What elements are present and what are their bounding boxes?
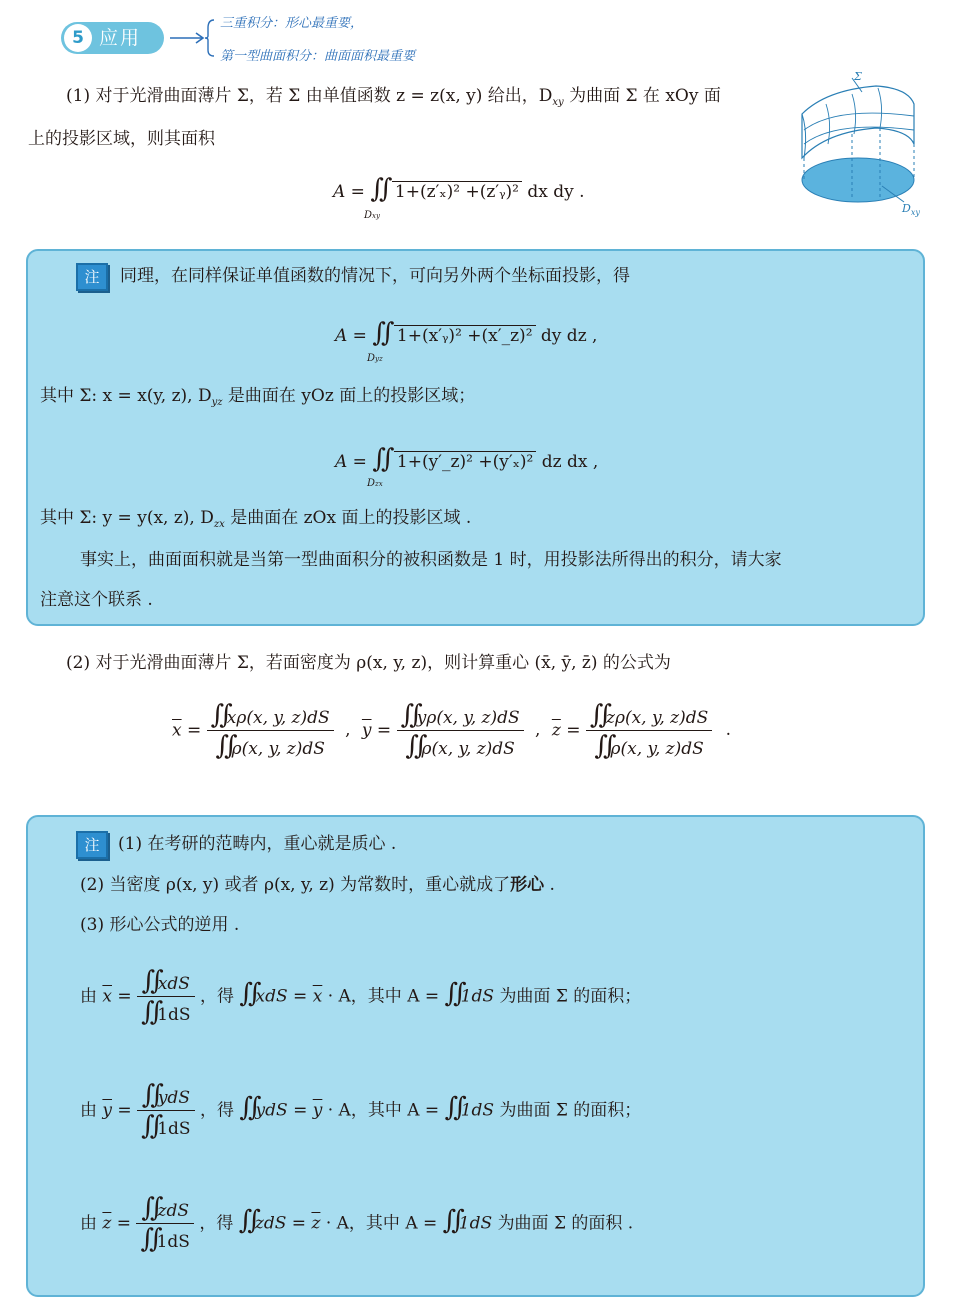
z-bar-fraction: $\frac{∬z\rho(x, y, z)dS}{∬\rho(x, y, z)dS}$ [586,702,712,760]
note1-text3: 其中 Σ: y = y(x, z), $D_{zx}$ 是曲面在 zOx 面上的投影区域 . [40,508,472,530]
centroid-formulas: $\overline{x}$ = $\frac{∬x\rho(x, y, z)dS}{∬\rho(x, y, z)dS}$ , $\overline{y}$ = $\frac{∬y\rho(x, y, z)dS}{∬\rho(x, y, z)dS}$ , $\overline{z}$ = $\frac{∬z\rho(x, y, z)dS}{∬\rho(x, y, z)dS}$ . [172,700,732,762]
note-tag-2: 注 [76,831,108,859]
area-formula-domain: Dxy [364,210,380,221]
section1-line2: 上的投影区域，则其面积 [28,129,215,149]
note1-intro: 同理，在同样保证单值函数的情况下，可向另外两个坐标面投影，得 [120,266,630,286]
x-bar: $\overline{x}$ [172,720,182,741]
note-tag-1: 注 [76,263,108,291]
note2-item1: (1) 在考研的范畴内，重心就是质心 . [118,834,397,854]
y-bar-fraction: $\frac{∬y\rho(x, y, z)dS}{∬\rho(x, y, z)dS}$ [397,702,524,760]
surface-projection-figure [796,70,936,230]
note2-item2: (2) 当密度 ρ(x, y) 或者 ρ(x, y, z) 为常数时，重心就成了形心 . [80,875,555,895]
section-number: 5 [64,24,92,52]
inverse-row-x: 由 $\overline{x}$ = $\frac{\text{∬xdS}}{∬1dS}$ ，得 ∬xdS = $\overline{x} \cdot A$，其中 A = ∬1dS 为曲面 Σ 的面积； [80,966,642,1028]
note1-formula-2: A = ∬ 1+(y′_z)² +(y′ₓ)² dz dx , [335,444,599,474]
x-bar-fraction: $\frac{∬x\rho(x, y, z)dS}{∬\rho(x, y, z)dS}$ [207,702,334,760]
note1-text4: 事实上，曲面面积就是当第一型曲面积分的被积函数是 1 时，用投影法所得出的积分，请大家 [80,550,782,570]
note1-formula-2-domain: Dzx [367,478,383,489]
inverse-row-y: 由 $\overline{y}$ = $\frac{\text{∬ydS}}{∬1dS}$ ，得 ∬ydS = $\overline{y} \cdot A$，其中 A = ∬1dS 为曲面 Σ 的面积； [80,1080,642,1142]
note2-item3: (3) 形心公式的逆用 . [80,915,240,935]
inverse-row-z: 由 $\overline{z}$ = $\frac{\text{∬zdS}}{∬1dS}$ ，得 ∬zdS = $\overline{z} \cdot A$，其中 A = ∬1dS 为曲面 Σ 的面积 . [80,1193,634,1255]
z-bar: $\overline{z}$ [551,720,561,741]
d-label: $D_{xy}$ [902,202,920,217]
note1-formula-1-domain: Dyz [367,353,383,364]
hand-note-2: 第一型曲面积分：曲面面积最重要 [220,49,416,64]
note1-text2: 其中 Σ: x = x(y, z), $D_{yz}$ 是曲面在 yOz 面上的投影区域； [40,386,476,408]
section-title: 应用 [99,27,142,49]
section1-line1: (1) 对于光滑曲面薄片 Σ，若 Σ 由单值函数 z = z(x, y) 给出，$D_{xy}$ 为曲面 Σ 在 xOy 面 [66,86,721,108]
area-formula: A = ∬ 1+(z′ₓ)² +(z′ᵧ)² dx dy . [333,174,585,204]
y-bar: $\overline{y}$ [361,720,372,741]
bracket-arrow-icon [168,16,218,60]
sigma-label: Σ [854,70,862,83]
note1-formula-1: A = ∬ 1+(x′ᵧ)² +(x′_z)² dy dz , [335,318,598,348]
section2-line1: (2) 对于光滑曲面薄片 Σ，若面密度为 ρ(x, y, z)，则计算重心 (x̄, ȳ, z̄) 的公式为 [66,653,671,673]
hand-note-1: 三重积分：形心最重要， [220,16,364,31]
note1-text5: 注意这个联系 . [40,590,153,610]
